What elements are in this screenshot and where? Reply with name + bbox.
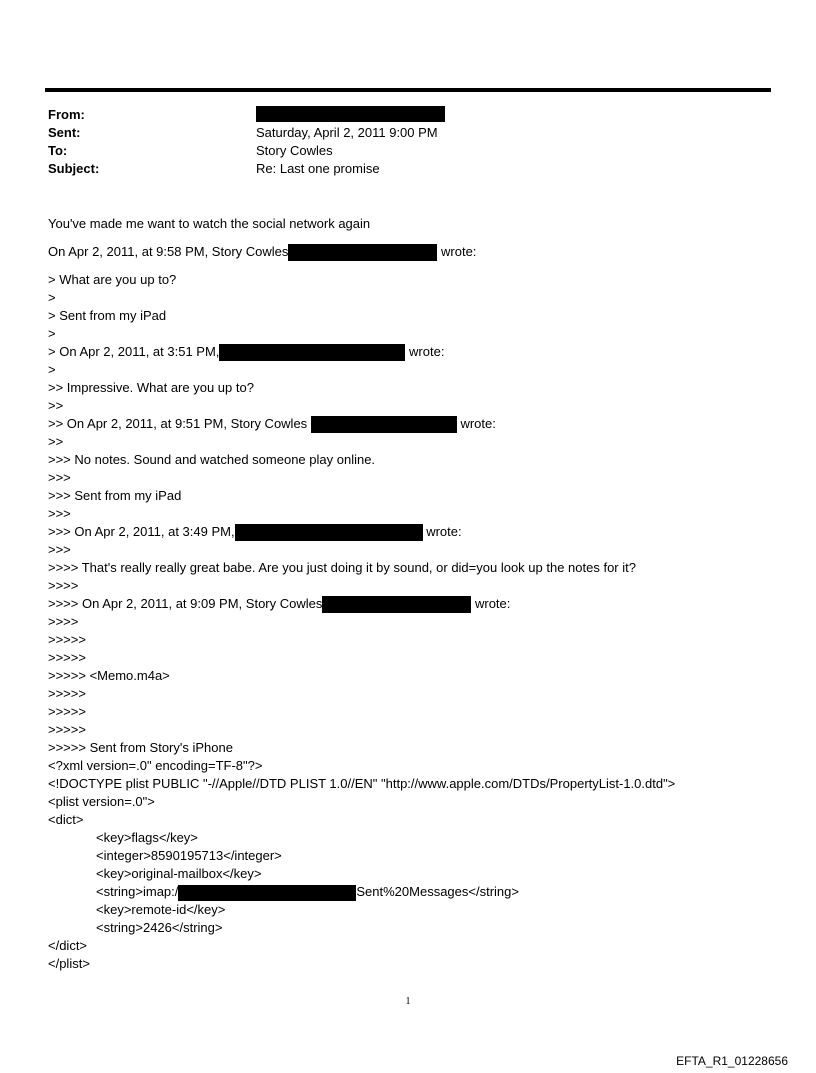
email-redaction <box>322 596 471 613</box>
body-line: >>>>> <box>48 704 86 719</box>
from-label: From: <box>48 107 85 122</box>
quote-header: > On Apr 2, 2011, at 3:51 PM, wrote: <box>48 343 788 361</box>
to-value: Story Cowles <box>256 143 333 158</box>
body-line: >>>>> <Memo.m4a> <box>48 668 170 683</box>
body-line: > <box>48 362 56 377</box>
xml-line: <?xml version=.0" encoding=TF-8"?> <box>48 758 263 773</box>
body-line: > What are you up to? <box>48 272 177 287</box>
body-line: >>>>> Sent from Story's iPhone <box>48 740 233 755</box>
email-redaction <box>178 885 356 901</box>
email-redaction <box>288 244 437 261</box>
quote-header: On Apr 2, 2011, at 9:58 PM, Story Cowles wrote: <box>48 243 788 261</box>
document-id: EFTA_R1_01228656 <box>676 1054 788 1068</box>
sent-value: Saturday, April 2, 2011 9:00 PM <box>256 125 438 140</box>
quote-header: >> On Apr 2, 2011, at 9:51 PM, Story Cowles wrote: <box>48 415 788 433</box>
body-line: You've made me want to watch the social network again <box>48 216 371 231</box>
body-line: >>>>> <box>48 632 86 647</box>
body-line: >>> <box>48 506 71 521</box>
email-redaction <box>219 344 405 361</box>
xml-line: </dict> <box>48 938 88 953</box>
body-line: >> <box>48 434 64 449</box>
xml-line: <dict> <box>48 812 84 827</box>
body-line: >>>>> <box>48 686 86 701</box>
body-line: >>>>> <box>48 722 86 737</box>
xml-line: <integer>8590195713</integer> <box>96 848 282 863</box>
to-label: To: <box>48 143 68 158</box>
body-line: >>>> <box>48 578 79 593</box>
subject-value: Re: Last one promise <box>256 161 380 176</box>
xml-line: </plist> <box>48 956 90 971</box>
subject-label: Subject: <box>48 161 100 176</box>
body-line: >>>>> <box>48 650 86 665</box>
body-line: >>>> <box>48 614 79 629</box>
body-line: >> <box>48 398 64 413</box>
body-line: >>>> That's really really great babe. Are you just doing it by sound, or did=you look up the notes for it? <box>48 560 636 575</box>
body-line: >>> No notes. Sound and watched someone play online. <box>48 452 376 467</box>
quote-header: >>> On Apr 2, 2011, at 3:49 PM, wrote: <box>48 523 788 541</box>
quote-header: >>>> On Apr 2, 2011, at 9:09 PM, Story Cowles wrote: <box>48 595 788 613</box>
body-line: > <box>48 290 56 305</box>
body-line: > Sent from my iPad <box>48 308 167 323</box>
sent-label: Sent: <box>48 125 81 140</box>
xml-line: <string>imap:/ Sent%20Messages</string> <box>96 884 519 899</box>
email-redaction <box>311 416 457 433</box>
xml-line: <string>2426</string> <box>96 920 223 935</box>
body-line: >> Impressive. What are you up to? <box>48 380 254 395</box>
xml-line: <key>remote-id</key> <box>96 902 226 917</box>
email-redaction <box>235 524 423 541</box>
body-line: > <box>48 326 56 341</box>
from-redaction <box>256 104 445 122</box>
xml-line: <key>flags</key> <box>96 830 198 845</box>
header-rule <box>45 88 771 92</box>
body-line: >>> <box>48 470 71 485</box>
page-number: 1 <box>405 996 411 1007</box>
xml-line: <key>original-mailbox</key> <box>96 866 262 881</box>
body-line: >>> <box>48 542 71 557</box>
xml-line: <!DOCTYPE plist PUBLIC "-//Apple//DTD PLIST 1.0//EN" "http://www.apple.com/DTDs/PropertyList-1.0.dtd"> <box>48 776 676 791</box>
email-body <box>48 215 788 973</box>
xml-line: <plist version=.0"> <box>48 794 155 809</box>
body-line: >>> Sent from my iPad <box>48 488 182 503</box>
